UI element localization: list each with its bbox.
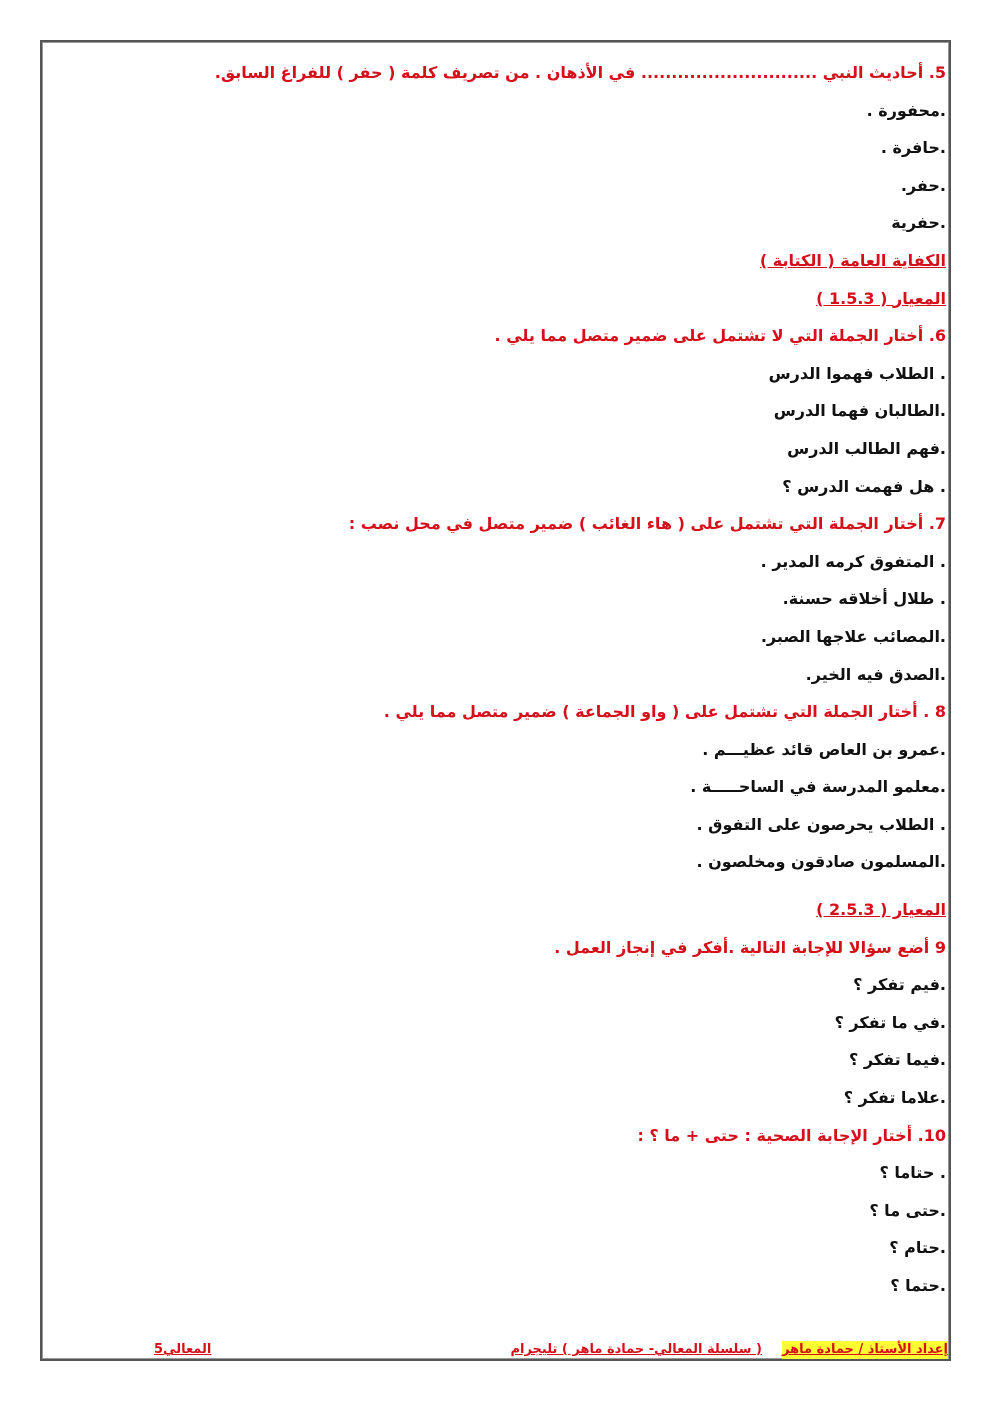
q6-option-3: .فهم الطالب الدرس	[787, 438, 946, 458]
standard-2-heading: المعيار ( 2.5.3 )	[816, 900, 946, 920]
q6-option-4: . هل فهمت الدرس ؟	[782, 476, 946, 496]
q9-option-1: .فيم تفكر ؟	[853, 975, 946, 995]
question-6: 6. أختار الجملة التي لا تشتمل على ضمير متصل مما يلي .	[494, 326, 946, 346]
q5-option-4: .حفرية	[891, 213, 946, 233]
question-5: 5. أحاديث النبي ............................. في الأذهان . من تصريف كلمة ( حفر ) للفراغ السابق.	[214, 63, 946, 82]
page-footer	[42, 1341, 948, 1359]
q6-option-1: . الطلاب فهموا الدرس	[768, 363, 946, 383]
q9-option-3: .فيما تفكر ؟	[848, 1050, 946, 1070]
q7-option-1: . المتفوق كرمه المدير .	[760, 551, 946, 571]
question-7: 7. أختار الجملة التي تشتمل على ( هاء الغائب ) ضمير متصل في محل نصب :	[348, 514, 946, 534]
section-heading: الكفاية العامة ( الكتابة )	[759, 250, 946, 270]
q10-option-2: .حتى ما ؟	[869, 1200, 946, 1220]
worksheet-content	[66, 60, 946, 1311]
spacer	[66, 887, 946, 897]
q5-option-3: .حفر.	[900, 175, 946, 195]
q10-option-1: . حتاما ؟	[879, 1163, 946, 1183]
q5-option-1: .محفورة .	[866, 100, 946, 120]
q7-option-4: .الصدق فيه الخير.	[805, 664, 946, 684]
question-9: 9 أضع سؤالا للإجابة التالية .أفكر في إنجاز العمل .	[554, 937, 946, 957]
footer-series-link: ( سلسلة المعالي- حمادة ماهر ) تليجرام	[510, 1342, 762, 1357]
standard-1-heading: المعيار ( 1.5.3 )	[816, 288, 946, 308]
q8-option-1: .عمرو بن العاص قائد عظيـــم .	[702, 739, 946, 759]
footer-prepared-by: إعداد الأستاذ / حمادة ماهر	[782, 1342, 948, 1357]
question-8: 8 . أختار الجملة التي تشتمل على ( واو الجماعة ) ضمير متصل مما يلي .	[383, 702, 946, 722]
q6-option-2: .الطالبان فهما الدرس	[773, 401, 946, 421]
q9-option-4: .علاما تفكر ؟	[843, 1088, 946, 1108]
q8-option-4: .المسلمون صادقون ومخلصون .	[696, 852, 946, 872]
q10-option-4: .حتما ؟	[890, 1276, 946, 1295]
footer-page-label: المعالي5	[154, 1342, 212, 1357]
q7-option-2: . طلال أخلاقه حسنة.	[782, 589, 946, 609]
q8-option-2: .معلمو المدرسة في الساحـــــة .	[690, 777, 946, 797]
q8-option-3: . الطلاب يحرصون على التفوق .	[696, 814, 946, 834]
question-10: 10. أختار الإجابة الصحية : حتى + ما ؟ :	[637, 1125, 946, 1145]
q9-option-2: .في ما تفكر ؟	[834, 1012, 946, 1032]
q10-option-3: .حتام ؟	[889, 1238, 946, 1258]
q7-option-3: .المصائب علاجها الصبر.	[760, 626, 946, 646]
q5-option-2: .حافرة .	[880, 138, 946, 158]
